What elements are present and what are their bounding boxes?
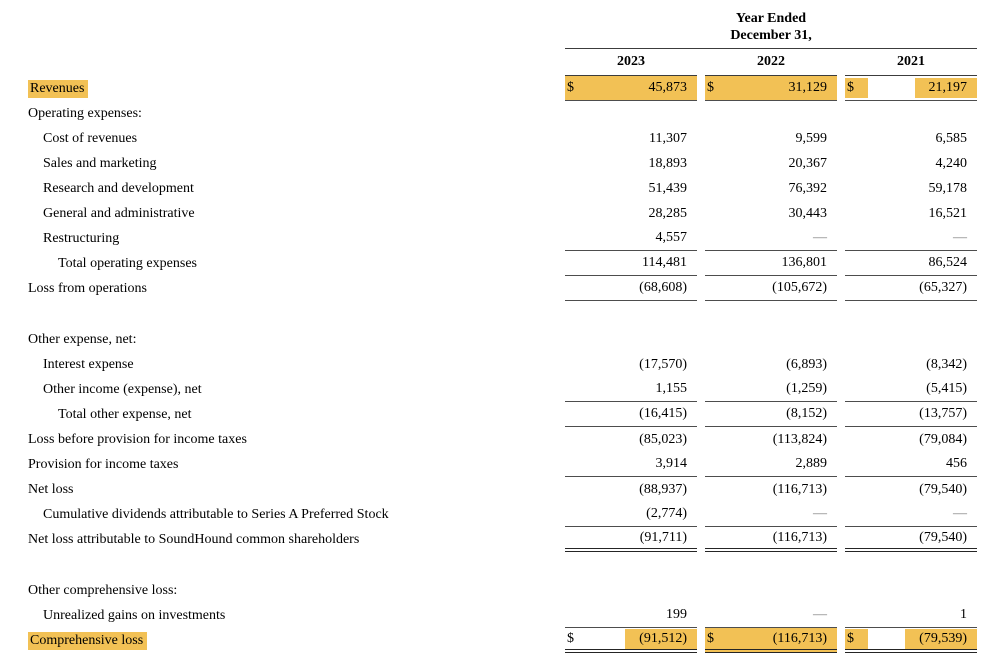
cell-value: 199: [666, 607, 687, 622]
cell-2023: [565, 377, 697, 402]
label-text: Provision for income taxes: [28, 456, 179, 472]
cell-2021: [845, 352, 977, 377]
cell-value: (85,023): [639, 431, 687, 447]
label-text: Research and development: [43, 180, 194, 196]
cell-value: 1,155: [655, 381, 687, 396]
table-row: [28, 377, 977, 402]
year-column-2023: 2023: [565, 49, 697, 76]
dollar-sign: $: [845, 78, 868, 98]
period-header: [565, 8, 977, 49]
cell-2023: [565, 527, 697, 552]
cell-value: 16,521: [928, 205, 967, 221]
cell-2021: [845, 201, 977, 226]
label-text: Loss before provision for income taxes: [28, 431, 247, 447]
table-row: [28, 126, 977, 151]
cell-2022: [705, 452, 837, 477]
cell-value: 28,285: [648, 205, 687, 221]
cell-2021: [845, 76, 977, 101]
cell-value: 456: [946, 456, 967, 471]
cell-value: 76,392: [788, 180, 827, 196]
spacer-row: [28, 301, 977, 327]
cell-2022: [705, 502, 837, 527]
table-row: [28, 527, 977, 552]
cell-2022: [705, 628, 837, 653]
cell-value: 3,914: [655, 456, 687, 471]
cell-value: (8,342): [926, 356, 967, 372]
cell-value: —: [813, 230, 827, 245]
cell-2022: [705, 251, 837, 276]
table-body: [28, 76, 977, 653]
cell-value: 9,599: [795, 130, 827, 146]
cell-value: 1: [960, 607, 967, 622]
row-label: [28, 332, 557, 348]
cell-value: 59,178: [928, 180, 967, 196]
table-row: [28, 452, 977, 477]
cell-2022: [705, 327, 837, 352]
cell-2021: [845, 628, 977, 653]
cell-2022: [705, 151, 837, 176]
cell-2023: [565, 578, 697, 603]
table-row: [28, 578, 977, 603]
table-row: [28, 477, 977, 502]
cell-2023: [565, 151, 697, 176]
cell-2022: [705, 101, 837, 126]
cell-value: 18,893: [648, 155, 687, 171]
cell-value: (113,824): [772, 431, 827, 447]
label-text: Net loss attributable to SoundHound common shareholders: [28, 531, 360, 547]
cell-value: —: [953, 506, 967, 521]
cell-2021: [845, 527, 977, 552]
year-column-2022: 2022: [705, 49, 837, 76]
cell-2023: [565, 502, 697, 527]
cell-value: 86,524: [928, 255, 967, 270]
cell-2021: [845, 477, 977, 502]
header-label-spacer: [28, 49, 557, 76]
row-label: [28, 156, 557, 172]
cell-2021: [845, 427, 977, 452]
row-label: [28, 608, 557, 624]
row-label: [28, 357, 557, 373]
cell-value: (79,084): [919, 431, 967, 447]
cell-value: —: [813, 607, 827, 622]
highlighted-label-text: Comprehensive loss: [28, 632, 147, 650]
cell-value: 51,439: [648, 180, 687, 196]
table-row: [28, 76, 977, 101]
cell-2023: [565, 76, 697, 101]
dollar-sign: $: [845, 629, 868, 649]
label-text: Unrealized gains on investments: [43, 607, 226, 623]
cell-2022: [705, 176, 837, 201]
cell-2023: [565, 477, 697, 502]
cell-2023: [565, 452, 697, 477]
row-label: [28, 206, 557, 222]
label-text: Other expense, net:: [28, 331, 137, 347]
highlighted-label-text: Revenues: [28, 80, 88, 98]
cell-2021: [845, 151, 977, 176]
cell-value: (79,540): [919, 481, 967, 497]
label-text: General and administrative: [43, 205, 195, 221]
row-label: [28, 281, 557, 297]
cell-value: —: [953, 230, 967, 245]
cell-2022: [705, 603, 837, 628]
cell-2022: [705, 477, 837, 502]
cell-2021: [845, 327, 977, 352]
row-label: [28, 382, 557, 398]
table-row: [28, 603, 977, 628]
cell-value: 21,197: [915, 78, 978, 98]
row-label: [28, 407, 557, 423]
dollar-sign: $: [707, 630, 714, 646]
label-text: Cumulative dividends attributable to Series A Preferred Stock: [43, 506, 389, 522]
cell-2021: [845, 402, 977, 427]
cell-value: (6,893): [786, 356, 827, 372]
table-row: [28, 628, 977, 653]
cell-2022: [705, 226, 837, 251]
label-text: Cost of revenues: [43, 130, 138, 146]
year-column-2021: 2021: [845, 49, 977, 76]
label-text: Restructuring: [43, 230, 120, 246]
cell-value: 4,240: [935, 155, 967, 171]
table-row: [28, 251, 977, 276]
cell-value: 4,557: [655, 230, 687, 245]
cell-value: (65,327): [919, 280, 967, 295]
cell-value: (1,259): [786, 381, 827, 396]
table-row: [28, 226, 977, 251]
row-label: [28, 131, 557, 147]
label-text: Total other expense, net: [58, 406, 192, 422]
period-header-row: [28, 8, 977, 49]
cell-value: (88,937): [639, 481, 687, 497]
row-label: [28, 482, 557, 498]
row-label: [28, 106, 557, 122]
cell-value: (68,608): [639, 280, 687, 295]
cell-value: (5,415): [926, 381, 967, 396]
cell-2022: [705, 427, 837, 452]
row-label: [28, 256, 557, 272]
label-text: Sales and marketing: [43, 155, 157, 171]
cell-2023: [565, 327, 697, 352]
cell-value: (79,540): [919, 529, 967, 545]
cell-2023: [565, 402, 697, 427]
cell-2023: [565, 226, 697, 251]
dollar-sign: $: [567, 630, 574, 646]
row-label: [28, 532, 557, 548]
row-label: [28, 507, 557, 523]
cell-2021: [845, 603, 977, 628]
cell-value: (116,713): [772, 529, 827, 545]
dollar-sign: $: [567, 80, 574, 95]
cell-2023: [565, 176, 697, 201]
cell-2023: [565, 201, 697, 226]
table-row: [28, 276, 977, 301]
cell-2021: [845, 226, 977, 251]
table-row: [28, 101, 977, 126]
cell-2021: [845, 377, 977, 402]
cell-value: 30,443: [788, 205, 827, 221]
table-row: [28, 176, 977, 201]
table-row: [28, 402, 977, 427]
cell-2023: [565, 276, 697, 301]
header-label-spacer: [28, 8, 557, 49]
cell-2021: [845, 452, 977, 477]
cell-2021: [845, 101, 977, 126]
cell-value: 2,889: [795, 456, 827, 471]
cell-2022: [705, 578, 837, 603]
row-label: [28, 633, 557, 649]
cell-2021: [845, 176, 977, 201]
cell-2021: [845, 251, 977, 276]
cell-value: (91,512): [625, 629, 697, 649]
table-row: [28, 427, 977, 452]
cell-value: 11,307: [649, 130, 687, 146]
cell-2022: [705, 126, 837, 151]
cell-2022: [705, 352, 837, 377]
cell-2022: [705, 201, 837, 226]
cell-2023: [565, 352, 697, 377]
cell-2023: [565, 101, 697, 126]
row-label: [28, 81, 557, 97]
label-text: Loss from operations: [28, 280, 147, 296]
label-text: Other income (expense), net: [43, 381, 202, 397]
cell-value: (2,774): [646, 506, 687, 521]
cell-2022: [705, 402, 837, 427]
label-text: Operating expenses:: [28, 105, 142, 121]
cell-value: 114,481: [642, 255, 687, 270]
cell-value: (79,539): [905, 629, 977, 649]
cell-value: 6,585: [935, 130, 967, 146]
period-line1: Year Ended: [735, 11, 807, 26]
cell-value: 31,129: [788, 80, 827, 95]
table-row: [28, 352, 977, 377]
cell-2022: [705, 377, 837, 402]
cell-2022: [705, 527, 837, 552]
label-text: Total operating expenses: [58, 255, 197, 271]
row-label: [28, 583, 557, 599]
cell-value: (116,713): [772, 481, 827, 497]
cell-2021: [845, 578, 977, 603]
cell-value: (105,672): [772, 280, 827, 295]
cell-value: (13,757): [919, 406, 967, 421]
cell-value: (17,570): [639, 356, 687, 372]
cell-2021: [845, 502, 977, 527]
cell-2023: [565, 628, 697, 653]
row-label: [28, 181, 557, 197]
cell-2022: [705, 76, 837, 101]
row-label: [28, 457, 557, 473]
row-label: [28, 432, 557, 448]
cell-value: (91,711): [639, 529, 687, 545]
row-label: [28, 231, 557, 247]
period-line2: December 31,: [730, 28, 812, 43]
cell-value: 20,367: [788, 155, 827, 171]
cell-value: (8,152): [786, 406, 827, 421]
cell-value: (16,415): [639, 406, 687, 421]
cell-value: (116,713): [772, 630, 827, 646]
cell-value: —: [813, 506, 827, 521]
cell-2023: [565, 603, 697, 628]
year-header-row: [28, 49, 977, 76]
cell-2023: [565, 126, 697, 151]
cell-2023: [565, 427, 697, 452]
cell-2021: [845, 276, 977, 301]
cell-2021: [845, 126, 977, 151]
cell-2023: [565, 251, 697, 276]
cell-value: 45,873: [648, 80, 687, 95]
cell-2022: [705, 276, 837, 301]
label-text: Interest expense: [43, 356, 134, 372]
label-text: Net loss: [28, 481, 74, 497]
label-text: Other comprehensive loss:: [28, 582, 178, 598]
table-row: [28, 502, 977, 527]
cell-value: 136,801: [781, 255, 827, 270]
table-row: [28, 151, 977, 176]
table-row: [28, 201, 977, 226]
dollar-sign: $: [707, 80, 714, 95]
spacer-row: [28, 552, 977, 578]
table-row: [28, 327, 977, 352]
